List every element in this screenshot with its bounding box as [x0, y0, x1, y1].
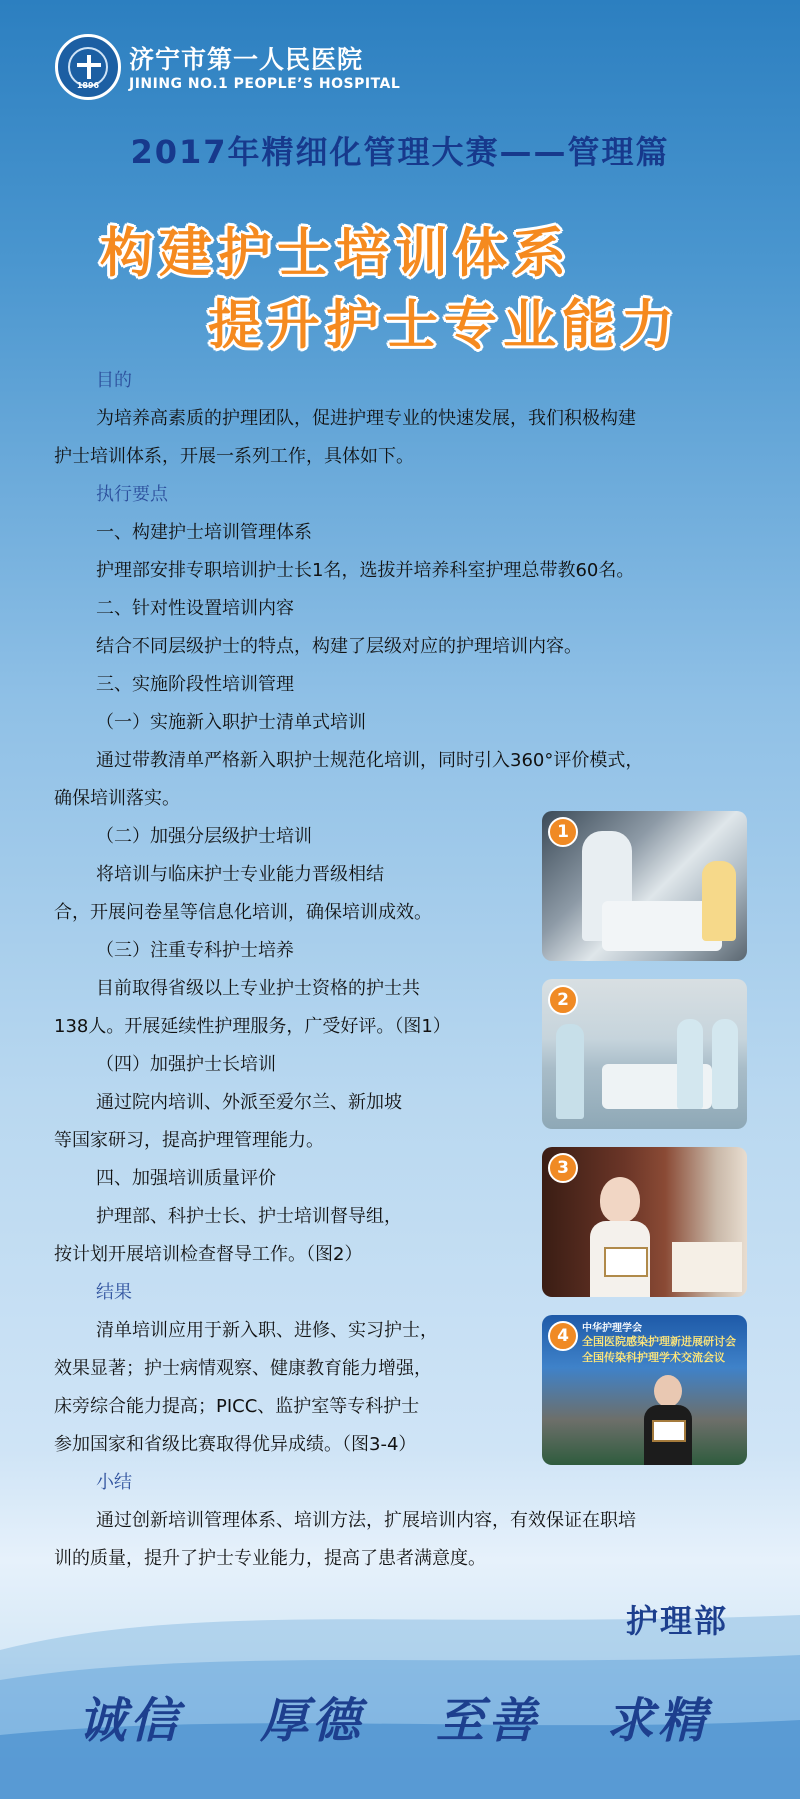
hospital-name-en: JINING NO.1 PEOPLE’S HOSPITAL [129, 76, 401, 92]
photo-2-ward-training [542, 979, 747, 1129]
photo-4-conference-award [542, 1315, 747, 1465]
item2-body: 结合不同层级护士的特点，构建了层级对应的护理培训内容。 [96, 636, 582, 657]
sub2-body-1: 将培训与临床护士专业能力晋级相结 [96, 864, 384, 885]
summary-text-2: 训的质量，提升了护士专业能力，提高了患者满意度。 [54, 1548, 486, 1569]
photo-1-nurses-bedside [542, 811, 747, 961]
sub4-body-1: 通过院内培训、外派至爱尔兰、新加坡 [96, 1092, 402, 1113]
section-heading-execution: 执行要点 [96, 484, 168, 505]
competition-subtitle: 2017年精细化管理大赛——管理篇 [130, 133, 670, 171]
logo-cross-icon [87, 55, 91, 79]
section-heading-summary: 小结 [96, 1472, 132, 1493]
nurse-figure-2 [702, 861, 736, 941]
motto-4: 求精 [606, 1693, 711, 1749]
main-title-line-1: 构建护士培训体系 [100, 223, 572, 284]
result-text-1: 清单培训应用于新入职、进修、实习护士， [96, 1320, 438, 1341]
item1-body: 护理部安排专职培训护士长1名，选拔并培养科室护理总带教60名。 [96, 560, 635, 581]
result-text-3: 床旁综合能力提高；PICC、监护室等专科护士 [54, 1396, 420, 1417]
nurse-figure [556, 1024, 584, 1119]
photo-number-badge: 4 [548, 1321, 578, 1351]
photo-number-badge: 1 [548, 817, 578, 847]
main-title-line-2: 提升护士专业能力 [208, 295, 680, 356]
sub1-body-1: 通过带教清单严格新入职护士规范化培训，同时引入360°评价模式， [96, 750, 644, 771]
conference-banner-1: 中华护理学会 [582, 1323, 642, 1334]
section-heading-purpose: 目的 [96, 370, 132, 391]
conference-banner-2: 全国医院感染护理新进展研讨会 [582, 1335, 736, 1348]
sub3-body-2: 138人。开展延续性护理服务，广受好评。（图1） [54, 1016, 451, 1037]
sub4-body-2: 等国家研习，提高护理管理能力。 [54, 1130, 324, 1151]
photo-number-badge: 3 [548, 1153, 578, 1183]
result-text-2: 效果显著；护士病情观察、健康教育能力增强， [54, 1358, 432, 1379]
photo-number-badge: 2 [548, 985, 578, 1015]
motto-1: 诚信 [78, 1693, 183, 1749]
person-head [654, 1375, 682, 1407]
sub4-heading: （四）加强护士长培训 [96, 1054, 276, 1075]
person-head [600, 1177, 640, 1223]
item4-heading: 四、加强培训质量评价 [96, 1168, 276, 1189]
hospital-logo [55, 34, 121, 100]
purpose-text-2: 护士培训体系，开展一系列工作，具体如下。 [54, 446, 414, 467]
conference-banner-3: 全国传染科护理学术交流会议 [582, 1351, 725, 1364]
sub2-body-2: 合，开展问卷星等信息化培训，确保培训成效。 [54, 902, 432, 923]
photo-3-award-winner [542, 1147, 747, 1297]
result-text-4: 参加国家和省级比赛取得优异成绩。（图3-4） [54, 1434, 417, 1455]
item4-body-1: 护理部、科护士长、护士培训督导组， [96, 1206, 402, 1227]
item4-body-2: 按计划开展培训检查督导工作。（图2） [54, 1244, 363, 1265]
certificate [604, 1247, 648, 1277]
sub1-heading: （一）实施新入职护士清单式培训 [96, 712, 366, 733]
sub3-body-1: 目前取得省级以上专业护士资格的护士共 [96, 978, 420, 999]
department-name: 护理部 [626, 1602, 729, 1640]
sub1-body-2: 确保培训落实。 [54, 788, 180, 809]
summary-text-1: 通过创新培训管理体系、培训方法，扩展培训内容，有效保证在职培 [96, 1510, 636, 1531]
item2-heading: 二、针对性设置培训内容 [96, 598, 294, 619]
hospital-name-cn: 济宁市第一人民医院 [129, 45, 364, 74]
backdrop-board [672, 1242, 742, 1292]
nurse-figure-2 [677, 1019, 703, 1109]
section-heading-result: 结果 [96, 1282, 132, 1303]
item3-heading: 三、实施阶段性培训管理 [96, 674, 294, 695]
item1-heading: 一、构建护士培训管理体系 [96, 522, 312, 543]
logo-year: 1896 [76, 81, 100, 90]
purpose-text-1: 为培养高素质的护理团队，促进护理专业的快速发展，我们积极构建 [96, 408, 636, 429]
motto-3: 至善 [436, 1693, 541, 1749]
sub2-heading: （二）加强分层级护士培训 [96, 826, 312, 847]
nurse-figure-3 [712, 1019, 738, 1109]
logo-cross-bar [77, 63, 101, 67]
certificate [652, 1420, 686, 1442]
sub3-heading: （三）注重专科护士培养 [96, 940, 294, 961]
motto-2: 厚德 [260, 1693, 365, 1749]
